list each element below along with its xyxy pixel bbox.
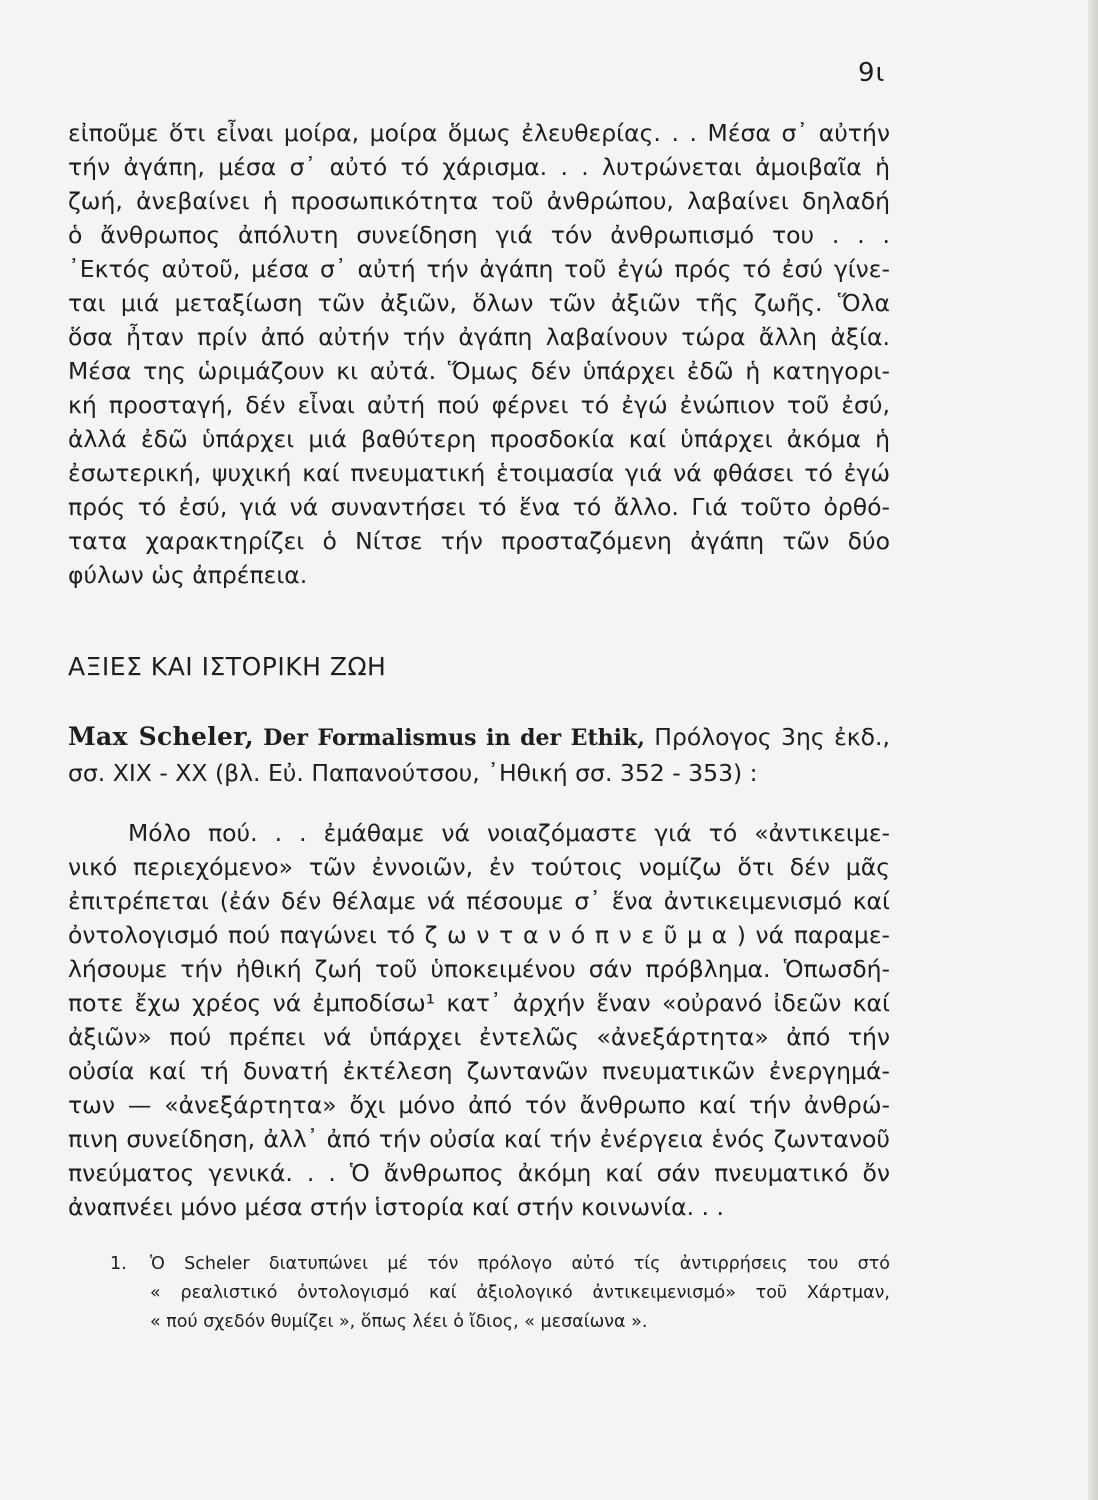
- text-line: νικό περιεχόμενο» τῶν ἐννοιῶν, ἐν τούτοις νομίζω ὅτι δέν μᾶς: [68, 853, 890, 881]
- text-line: φύλων ὡς ἀπρέπεια.: [68, 561, 308, 589]
- text-line: ἀναπνέει μόνο μέσα στήν ἱστορία καί στήν κοινωνία. . .: [68, 1193, 724, 1221]
- text-line: ἐπιτρέπεται (ἐάν δέν θέλαμε νά πέσουμε σ᾽ ἕνα ἀντικειμενισμό καί: [68, 887, 890, 915]
- footnote-line: [0, 1250, 890, 1279]
- text-line: ἀξιῶν» πού πρέπει νά ὑπάρχει ἐντελῶς «ἀνεξάρτητα» ἀπό τήν: [68, 1023, 890, 1051]
- text-line: Μόλο πού. . . ἐμάθαμε νά νοιαζόμαστε γιά τό «ἀντικειμε-: [128, 819, 890, 847]
- text-line: πινη συνείδηση, ἀλλ᾽ ἀπό τήν οὐσία καί τήν ἐνέργεια ἑνός ζωντανοῦ: [68, 1125, 890, 1153]
- text-line: ἀλλά ἐδῶ ὑπάρχει μιά βαθύτερη προσδοκία καί ὑπάρχει ἀκόμα ἡ: [68, 425, 890, 453]
- text-line: ᾿Εκτός αὐτοῦ, μέσα σ᾽ αὐτή τήν ἀγάπη τοῦ ἐγώ πρός τό ἐσύ γίνε-: [68, 255, 890, 283]
- text-line: ὁ ἄνθρωπος ἀπόλυτη συνείδηση γιά τόν ἀνθρωπισμό του . . .: [68, 221, 890, 249]
- citation-line: [68, 720, 890, 754]
- text-line: ἐσωτερική, ψυχική καί πνευματική ἑτοιμασία γιά νά φθάσει τό ἐγώ: [68, 459, 890, 487]
- text-line: ποτε ἔχω χρέος νά ἐμποδίσω¹ κατ᾽ ἀρχήν ἕναν «οὐρανό ἰδεῶν καί: [68, 989, 890, 1017]
- text-line: Μέσα της ὡριμάζουν κι αὐτά. Ὅμως δέν ὑπάρχει ἐδῶ ἡ κατηγορι-: [68, 357, 890, 385]
- text-line: οὐσία καί τή δυνατή ἐκτέλεση ζωντανῶν πνευματικῶν ἐνεργημά-: [68, 1057, 890, 1085]
- text-line: ὀντολογισμό πού παγώνει τό ζ ω ν τ α ν ό π ν ε ῦ μ α ) νά παραμε-: [68, 921, 890, 949]
- footnote-text: « ρεαλιστικό ὀντολογισμό καί ἀξιολογικό ἀντικειμενισμό» τοῦ Χάρτμαν,: [150, 1283, 890, 1303]
- footnote-number: 1.: [110, 1254, 127, 1274]
- footnote-text: Ὁ Scheler διατυπώνει μέ τόν πρόλογο αὐτό τίς ἀντιρρήσεις του στό: [150, 1254, 890, 1274]
- citation-line: σσ. XIX - XX (βλ. Εὐ. Παπανούτσου, ᾿Ηθική σσ. 352 - 353) :: [68, 759, 758, 787]
- text-line: πνεύματος γενικά. . . Ὁ ἄνθρωπος ἀκόμη καί σάν πνευματικό ὄν: [68, 1159, 890, 1187]
- text-line: λήσουμε τήν ἠθική ζωή τοῦ ὑποκειμένου σάν πρόβλημα. Ὁπωσδή-: [68, 955, 890, 983]
- text-line: των — «ἀνεξάρτητα» ὄχι μόνο ἀπό τόν ἄνθρωπο καί τήν ἀνθρώ-: [68, 1091, 890, 1119]
- text-line: εἰποῦμε ὅτι εἶναι μοίρα, μοίρα ὅμως ἐλευθερίας. . . Μέσα σ᾽ αὐτήν: [68, 119, 890, 147]
- text-line: ται μιά μεταξίωση τῶν ἀξιῶν, ὅλων τῶν ἀξιῶν τῆς ζωῆς. Ὅλα: [68, 289, 890, 317]
- citation-preface: Πρόλογος 3ης ἐκδ.,: [654, 723, 890, 751]
- text-line: ὅσα ἦταν πρίν ἀπό αὐτήν τήν ἀγάπη λαβαίνουν τώρα ἄλλη ἀξία.: [68, 323, 890, 351]
- section-heading: ΑΞΙΕΣ ΚΑΙ ΙΣΤΟΡΙΚΗ ΖΩΗ: [68, 652, 387, 681]
- footnote-line: [0, 1279, 890, 1308]
- text-line: πρός τό ἐσύ, γιά νά συναντήσει τό ἕνα τό ἄλλο. Γιά τοῦτο ὀρθό-: [68, 493, 890, 521]
- citation-work: Der Formalismus in der Ethik,: [263, 725, 645, 751]
- text-line: κή προσταγή, δέν εἶναι αὐτή πού φέρνει τό ἐγώ ἐνώπιον τοῦ ἐσύ,: [68, 391, 890, 419]
- citation-author: Max Scheler,: [68, 722, 254, 751]
- footnote-text: « πού σχεδόν θυμίζει », ὅπως λέει ὁ ἴδιος, « μεσαίωνα ».: [150, 1312, 648, 1332]
- text-line: τήν ἀγάπη, μέσα σ᾽ αὐτό τό χάρισμα. . . λυτρώνεται ἀμοιβαῖα ἡ: [68, 153, 890, 181]
- text-line: ζωή, ἀνεβαίνει ἡ προσωπικότητα τοῦ ἀνθρώπου, λαβαίνει δηλαδή: [68, 187, 890, 215]
- page-edge: [1088, 0, 1098, 1500]
- text-line: τατα χαρακτηρίζει ὁ Νίτσε τήν προσταζόμενη ἀγάπη τῶν δύο: [68, 527, 890, 555]
- page-number: 9ι: [858, 58, 886, 88]
- footnote-line: [0, 1308, 890, 1337]
